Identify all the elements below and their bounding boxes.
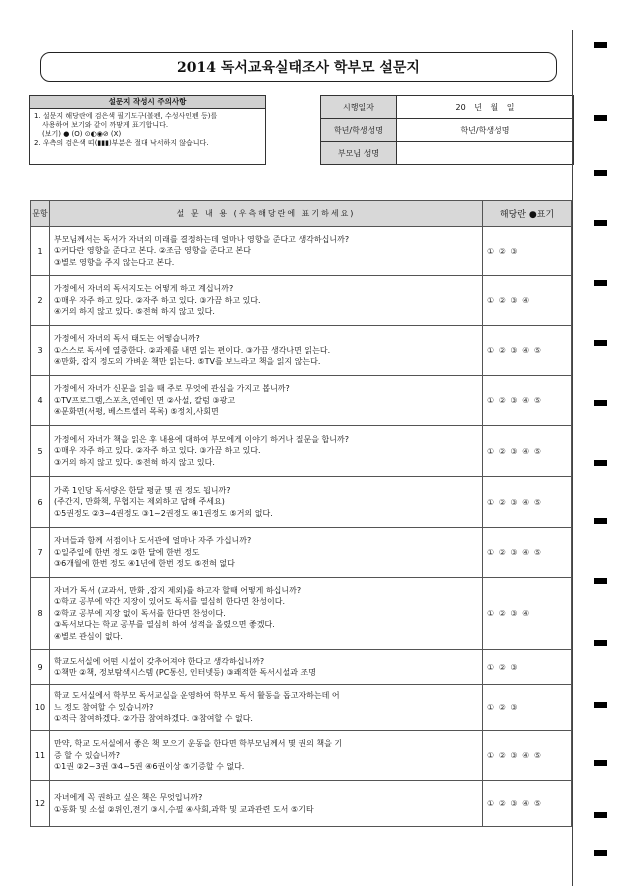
date-field[interactable]: 20 년 월 일 [397, 96, 574, 119]
instruction-line: 2. 우측의 검은색 띠(▮▮▮)부분은 절대 낙서하지 않습니다. [34, 139, 209, 147]
grade-field[interactable]: 학년/학생성명 [397, 119, 574, 142]
question-stem: 가정에서 자녀가 책을 읽은 후 내용에 대하여 부모에게 이야기 하거나 질문을 합니까? [54, 434, 349, 444]
question-text [50, 781, 483, 827]
question-option-line: 느 정도 참여할 수 있습니까? [54, 702, 154, 712]
table-row [31, 650, 572, 685]
question-stem: 부모님께서는 독서가 자녀의 미래를 결정하는데 얼마나 영향을 준다고 생각하십니까? [54, 234, 350, 244]
answer-choices[interactable]: ① ② ③ ④ ⑤ [483, 376, 572, 426]
answer-choices[interactable]: ① ② ③ ④ ⑤ [483, 528, 572, 578]
question-number: 2 [31, 276, 50, 326]
grade-label: 학년/학생성명 [321, 119, 397, 142]
timing-mark [594, 850, 607, 856]
table-row [31, 685, 572, 731]
timing-mark [594, 340, 607, 346]
margin-line [572, 30, 573, 886]
header-answer: 해당란 ●표기 [483, 201, 572, 227]
question-option-line: ①매우 자주 하고 있다. ②자주 하고 있다. ③가끔 하고 있다. [54, 446, 261, 456]
question-number: 11 [31, 731, 50, 781]
table-row [31, 376, 572, 426]
question-option-line: ④문화면(서평, 베스트셀러 목록) ⑤정치,사회면 [54, 407, 219, 417]
answer-choices[interactable]: ① ② ③ [483, 227, 572, 276]
timing-mark [594, 578, 607, 584]
question-option-line: ①일주일에 한번 정도 ②한 달에 한번 정도 [54, 547, 200, 557]
question-stem: 만약, 학교 도서실에서 좋은 책 모으기 운동을 한다면 학부모님께서 몇 권의 책을 기 [54, 739, 343, 749]
question-option-line: ④거의 하지 않고 있다. ⑤전혀 하지 않고 있다. [54, 307, 215, 317]
answer-choices[interactable]: ① ② ③ ④ ⑤ [483, 426, 572, 477]
timing-mark [594, 460, 607, 466]
instructions-box [29, 95, 266, 165]
table-row [31, 227, 572, 276]
timing-mark [594, 518, 607, 524]
table-row [31, 326, 572, 376]
timing-mark [594, 170, 607, 176]
question-option-line: ①커다란 영향을 준다고 본다. ②조금 영향을 준다고 본다 [54, 246, 251, 256]
header-num: 문항 [31, 201, 50, 227]
question-text [50, 227, 483, 276]
question-number: 10 [31, 685, 50, 731]
question-number: 1 [31, 227, 50, 276]
instructions-header: 설문지 작성시 주의사항 [30, 96, 265, 109]
instruction-line: 1. 설문지 해당란에 검은색 필기도구(볼펜, 수성사인펜 등)를 [34, 112, 218, 120]
answer-choices[interactable]: ① ② ③ [483, 685, 572, 731]
answer-choices[interactable]: ① ② ③ ④ ⑤ [483, 326, 572, 376]
question-number: 7 [31, 528, 50, 578]
answer-choices[interactable]: ① ② ③ ④ [483, 578, 572, 650]
question-number: 12 [31, 781, 50, 827]
table-row [31, 781, 572, 827]
answer-choices[interactable]: ① ② ③ ④ ⑤ [483, 781, 572, 827]
question-number: 9 [31, 650, 50, 685]
question-option-line: ①동화 및 소설 ②위인,전기 ③시,수필 ④사회,과학 및 교과관련 도서 ⑤기타 [54, 804, 314, 814]
page-title: 2014 독서교육실태조사 학부모 설문지 [40, 52, 557, 82]
survey-table [30, 200, 572, 827]
timing-mark [594, 220, 607, 226]
question-option-line: ④별로 관심이 없다. [54, 631, 123, 641]
table-row [31, 477, 572, 528]
instruction-example: (보기) ● (O) ⊙◐◉⊘ (X) [42, 130, 122, 138]
question-option-line: ③거의 하지 않고 있다. ⑤전혀 하지 않고 있다. [54, 457, 215, 467]
question-option-line: ①1권 ②2~3권 ③4~5권 ④6권이상 ⑤기증할 수 없다. [54, 762, 245, 772]
question-text [50, 731, 483, 781]
date-label: 시행일자 [321, 96, 397, 119]
parent-name-field[interactable] [397, 142, 574, 165]
question-text [50, 477, 483, 528]
question-text [50, 650, 483, 685]
question-option-line: ③독서보다는 학교 공부를 열심히 하여 성적을 올렸으면 좋겠다. [54, 620, 275, 630]
question-option-line: ④만화, 잡지 정도의 가벼운 책만 읽는다. ⑤TV를 보느라고 책을 읽지 않는다. [54, 357, 321, 367]
question-text [50, 376, 483, 426]
answer-choices[interactable]: ① ② ③ ④ ⑤ [483, 477, 572, 528]
question-option-line: ①스스로 독서에 열중한다. ②과제를 내면 읽는 편이다. ③가끔 생각나면 읽는다. [54, 345, 331, 355]
question-text [50, 578, 483, 650]
parent-name-label: 부모님 성명 [321, 142, 397, 165]
question-option-line: ①책만 ②책, 정보탐색시스템 (PC통신, 인터넷등) ③쾌적한 독서시설과 조명 [54, 668, 316, 677]
header-question: 설 문 내 용 (우측해당란에 표기하세요) [50, 201, 483, 227]
question-stem: 가족 1인당 독서량은 한달 평균 몇 권 정도 됩니까? [54, 485, 231, 495]
timing-mark [594, 702, 607, 708]
answer-choices[interactable]: ① ② ③ ④ ⑤ [483, 731, 572, 781]
question-stem: 자녀에게 꼭 권하고 싶은 책은 무엇입니까? [54, 793, 203, 802]
answer-choices[interactable]: ① ② ③ [483, 650, 572, 685]
timing-mark [594, 400, 607, 406]
timing-mark [594, 42, 607, 48]
table-row [31, 578, 572, 650]
question-option-line: ①5권정도 ②3~4권정도 ③1~2권정도 ④1권정도 ⑤거의 없다. [54, 508, 273, 518]
table-row [31, 276, 572, 326]
question-stem: 자녀들과 함께 서점이나 도서관에 얼마나 자주 가십니까? [54, 536, 252, 546]
question-stem: 가정에서 자녀가 신문을 읽을 때 주로 무엇에 관심을 가지고 봅니까? [54, 384, 290, 394]
timing-mark [594, 760, 607, 766]
question-stem: 가정에서 자녀의 독서 태도는 어떻습니까? [54, 334, 200, 344]
question-text [50, 276, 483, 326]
question-option-line: 증 할 수 있습니까? [54, 750, 120, 760]
table-row [31, 426, 572, 477]
question-option-line: ①학교 공부에 약간 지장이 있어도 독서를 열심히 한다면 찬성이다. [54, 597, 285, 607]
question-stem: 학교도서실에 어떤 시설이 갖추어져야 한다고 생각하십니까? [54, 656, 265, 666]
instruction-line: 사용하여 보기와 같이 까맣게 표기합니다. [42, 121, 169, 129]
table-row [31, 731, 572, 781]
question-number: 3 [31, 326, 50, 376]
question-option-line: (주간지, 만화책, 무협지는 제외하고 답해 주세요) [54, 497, 225, 507]
question-option-line: ③6개월에 한번 정도 ④1년에 한번 정도 ⑤전혀 없다 [54, 559, 235, 569]
question-stem: 가정에서 자녀의 독서지도는 어떻게 하고 계십니까? [54, 284, 234, 294]
question-stem: 학교 도서실에서 학부모 독서교실을 운영하여 학부모 독서 활동을 돕고자하는데 어 [54, 691, 340, 701]
answer-choices[interactable]: ① ② ③ ④ [483, 276, 572, 326]
timing-mark [594, 640, 607, 646]
question-text [50, 528, 483, 578]
question-text [50, 426, 483, 477]
question-text [50, 685, 483, 731]
question-text [50, 326, 483, 376]
question-number: 6 [31, 477, 50, 528]
question-stem: 자녀가 독서 (교과서, 만화 ,잡지 제외)를 하고자 할때 어떻게 하십니까? [54, 585, 302, 595]
question-option-line: ①적극 참여하겠다. ②가끔 참여하겠다. ③참여할 수 없다. [54, 714, 253, 724]
respondent-info-table [320, 95, 574, 165]
timing-mark [594, 812, 607, 818]
question-number: 5 [31, 426, 50, 477]
question-number: 8 [31, 578, 50, 650]
question-option-line: ②학교 공부에 지장 없이 독서를 한다면 찬성이다. [54, 608, 226, 618]
timing-mark [594, 280, 607, 286]
timing-mark [594, 115, 607, 121]
question-option-line: ①매우 자주 하고 있다. ②자주 하고 있다. ③가끔 하고 있다. [54, 295, 261, 305]
question-option-line: ①TV프로그램,스포츠,연예인 면 ②사설, 칼럼 ③광고 [54, 395, 236, 405]
question-number: 4 [31, 376, 50, 426]
table-row [31, 528, 572, 578]
question-option-line: ③별로 영향을 주지 않는다고 본다. [54, 257, 175, 267]
